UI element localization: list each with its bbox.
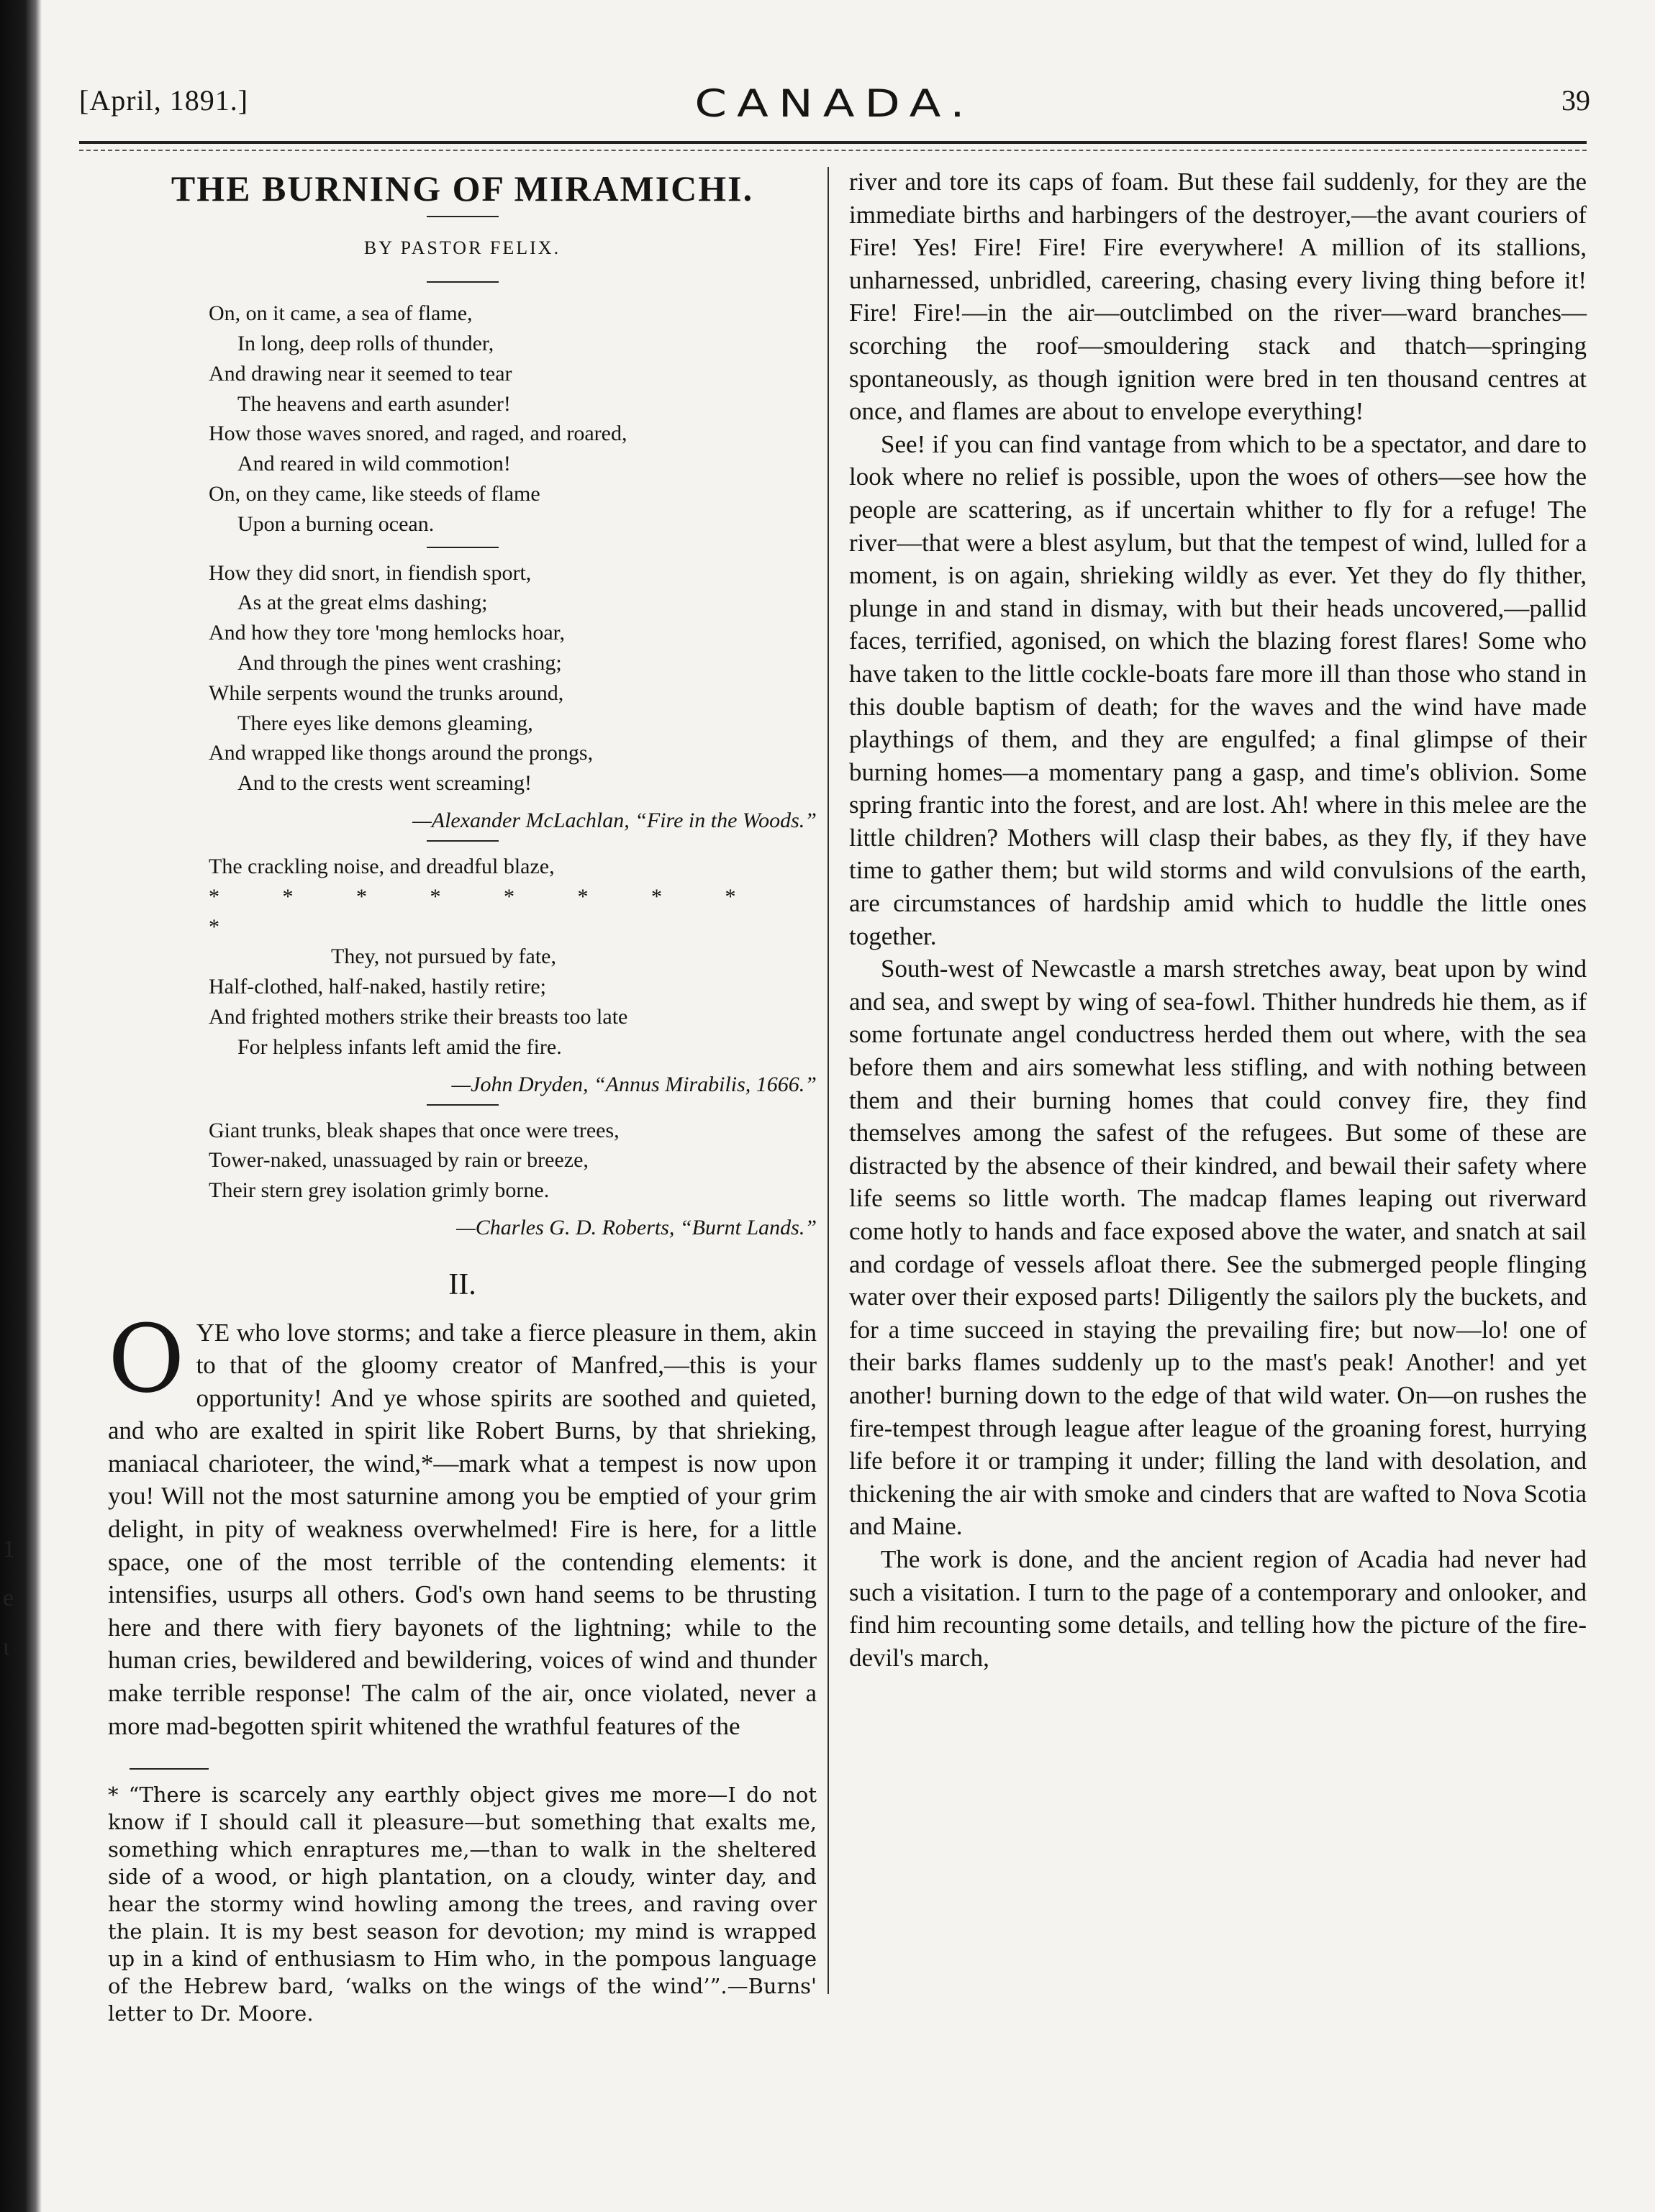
poem-line: The crackling noise, and dreadful blaze, — [209, 854, 555, 878]
poem-line: And drawing near it seemed to tear — [209, 361, 512, 386]
margin-marks — [3, 1525, 32, 1672]
poem-line: How those waves snored, and raged, and roared, — [209, 422, 627, 446]
section-number: II. — [448, 1267, 476, 1301]
poem-line: How they did snort, in fiendish sport, — [209, 560, 532, 585]
poem-attribution: —John Dryden, “Annus Mirabilis, 1666.” — [451, 1072, 817, 1096]
poem-line: They, not pursued by fate, — [331, 945, 556, 969]
margin-mark: ι — [3, 1634, 10, 1660]
footnote: * “There is scarcely any earthly object gives me more—I do not know if I should call it pleasure—but something that exalts me, something which enraptures me,—than to walk in the sheltered side of a wood, or high plantation, on a cloudy, winter day, and hear the stormy wind howling among the trees, and raving over the plain. It is my best season for devotion; my mind is wrapped up in a kind of enthusiasm to Him who, in the pompous language of the Hebrew bard, ‘walks on the wings of the wind’”.—Burns' letter to Dr. Moore. — [108, 1783, 817, 2026]
poem-line: On, on it came, a sea of flame, — [209, 301, 473, 326]
body-paragraph: South-west of Newcastle a marsh stretches away, beat upon by wind and sea, and swept by wing of sea-fowl. Thither hundreds hie them, as if some fortunate angel conductress herded them out where, with the sea before them and airs somewhat less stifling, and with nothing between them and their burning homes that could convey fire, they find themselves among the safest of the refugees. But some of these are distracted by the absence of their kindred, and bewail their safety where life seems so little worth. The madcap flames leaping out riverward come hotly to hands and face exposed above the water, and snatch at sail and cordage of vessels afloat there. See the submerged people flinging water over their exposed parts! Diligently the sailors ply the buckets, and for a time succeed in staying the prevailing fire; but now—lo! one of their barks flames suddenly up to the mast's peak! Another! and yet another! burning down to the edge of that wild water. On—on rushes the fire-tempest through league after league of the groaning forest, hurrying life before it or tramping it under; filling the land with desolation, and thickening the air with smoke and cinders that are wafted to Nova Scotia and Maine. — [849, 955, 1587, 1541]
poem-line: While serpents wound the trunks around, — [209, 681, 564, 705]
margin-mark: 1 — [3, 1536, 15, 1562]
poem-line: There eyes like demons gleaming, — [237, 711, 533, 735]
opening-paragraph — [108, 1303, 817, 1743]
body-paragraph: river and tore its caps of foam. But these fail suddenly, for they are the immediate births and harbingers of the destroyer,—the avant couriers of Fire! Yes! Fire! Fire! Fire everywhere! A million of its stallions, unharnessed, unbridled, careering, chasing every living thing before it! Fire! Fire!—in the air—outclimbed on the river—ward branches—scorching the roof—smouldering stack and thatch—springing spontaneously, as though ignition were bred in ten thousand centres at once, and flames are about to envelope everything! — [849, 168, 1587, 426]
poem-line: Giant trunks, bleak shapes that once were trees, — [209, 1118, 620, 1142]
issue-date: [April, 1891.] — [79, 84, 249, 117]
poem-line: As at the great elms dashing; — [237, 591, 488, 615]
poem-separator — [427, 840, 499, 842]
article-title: THE BURNING OF MIRAMICHI. — [171, 168, 754, 209]
poem-line: And reared in wild commotion! — [237, 452, 511, 476]
opening-paragraph-text: YE who love storms; and take a fierce pleasure in them, akin to that of the gloomy creator of Manfred,—this is your opportunity! And ye whose spirits are soothed and quieted, and who are exalted in spirit like Robert Burns, by that shrieking, maniacal charioteer, the wind,*—mark what a tempest is now upon you! Will not the most saturnine among you be emptied of your grim delight, in pity of weakness overwhelmed! Fire is here, for a little space, one of the most terrible of the contending elements: it intensifies, usurps all others. God's own hand seems to be thrusting here and there with fiery bayonets of the lightning; while to the human cries, bewildered and bewildering, voices of wind and thunder make terrible response! The calm of the air, once violated, never a more mad-begotten spirit whitened the wrathful features of the — [108, 1318, 817, 1740]
page-binding-shadow — [0, 0, 42, 2212]
poem-attribution: —Charles G. D. Roberts, “Burnt Lands.” — [456, 1215, 817, 1239]
poem-line: And to the crests went screaming! — [237, 771, 532, 796]
left-column — [108, 165, 817, 2027]
poem-separator — [427, 547, 499, 548]
title-rule — [427, 216, 499, 217]
byline-rule — [427, 281, 499, 283]
poem-line: Tower-naked, unassuaged by rain or breeze, — [209, 1148, 589, 1173]
poem-line: Half-clothed, half-naked, hastily retire; — [209, 975, 546, 999]
page-header — [79, 78, 1590, 135]
poem-line: And wrapped like thongs around the prongs, — [209, 741, 594, 765]
poem-line: The heavens and earth asunder! — [237, 391, 511, 416]
page-number: 39 — [1561, 84, 1590, 117]
poem-stanza — [209, 558, 817, 798]
poem-line: Upon a burning ocean. — [237, 511, 435, 536]
footnote-rule — [130, 1768, 209, 1770]
poem-attribution: —Alexander McLachlan, “Fire in the Woods.” — [412, 808, 817, 832]
poem-line: For helpless infants left amid the fire. — [237, 1034, 562, 1059]
article-byline: BY PASTOR FELIX. — [363, 237, 561, 258]
poem-line: And through the pines went crashing; — [237, 650, 562, 675]
body-paragraph: See! if you can find vantage from which to be a spectator, and dare to look where no relief is possible, upon the woes of others—see how the people are scattering, as if uncertain whither to fly for a refuge! The river—that were a blest asylum, but that the tempest of wind, lulled for a moment, is on again, shrieking wildly as ever. Yet they do fly thither, plunge in and stand in dismay, with but their heads uncovered,—pallid faces, terrified, agonised, on which the blazing forest flares! Some who have taken to the little cockle-boats fare more ill than those who stand in this double baptism of death; for the waves and the wind have made playthings of them, and they are engulfed; a final glimpse of their burning homes—a momentary pang a gasp, and time's oblivion. Some spring frantic into the forest, and are lost. Ah! where in this melee are the little children? Mothers will clasp their babes, as they fly, if they have time to gather them; but wild storms and wild convulsions of the earth, are circumstances of hardship amid which to huddle the little ones together. — [849, 429, 1587, 950]
drop-cap: O — [108, 1303, 185, 1414]
margin-mark: e — [3, 1585, 14, 1611]
poem-stanza — [209, 1116, 817, 1206]
epigraph-poems — [108, 299, 817, 1243]
column-divider — [828, 167, 829, 1994]
poem-line: In long, deep rolls of thunder, — [237, 331, 494, 355]
ellipsis-stars: * * * * * * * * * — [209, 884, 765, 939]
poem-line: On, on they came, like steeds of flame — [209, 481, 540, 506]
right-column — [849, 165, 1587, 1674]
poem-stanza — [209, 299, 817, 539]
poem-separator — [427, 1104, 499, 1106]
body-paragraph: The work is done, and the ancient region of Acadia had never had such a visitation. I turn to the page of a contemporary and onlooker, and find him recounting some details, and telling how the picture of the fire-devil's march, — [849, 1544, 1587, 1672]
poem-line: And frighted mothers strike their breasts too late — [209, 1004, 628, 1029]
poem-line: And how they tore 'mong hemlocks hoar, — [209, 621, 565, 645]
journal-title: CANADA. — [694, 82, 975, 127]
header-rule-secondary — [79, 150, 1587, 151]
header-rule — [79, 141, 1587, 144]
poem-line: Their stern grey isolation grimly borne. — [209, 1178, 550, 1203]
poem-stanza — [209, 852, 817, 1062]
